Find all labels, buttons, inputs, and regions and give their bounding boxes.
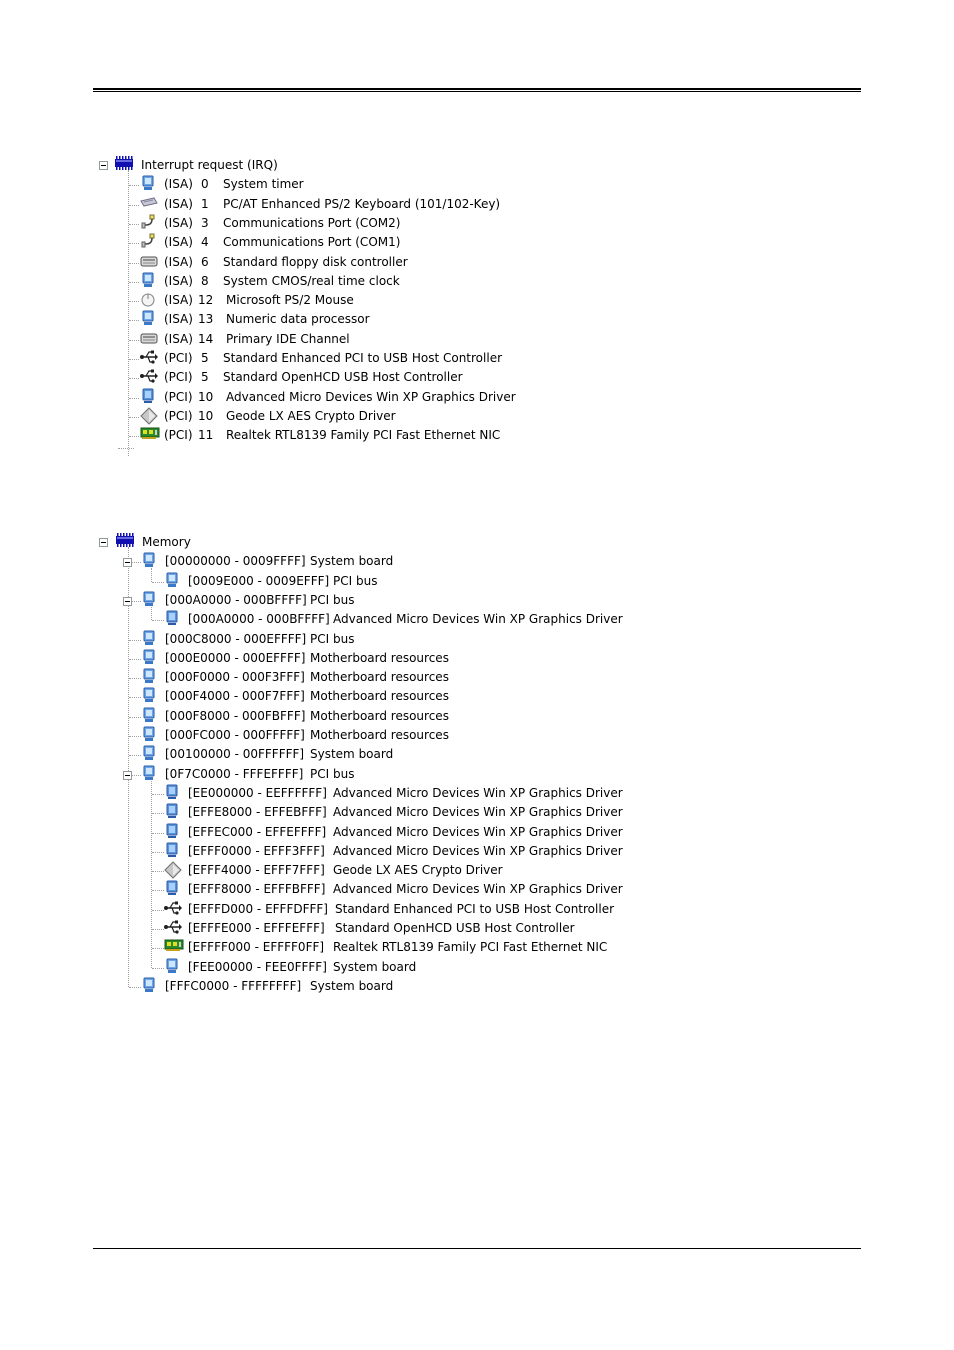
irq-device-name: Communications Port (COM1)	[223, 235, 401, 250]
memory-range: [000F8000 - 000FBFFF]	[165, 708, 306, 723]
irq-number: 11	[198, 428, 214, 443]
display-adapter-icon	[140, 388, 156, 404]
irq-device-name: System CMOS/real time clock	[223, 273, 400, 288]
memory-device-name: Advanced Micro Devices Win XP Graphics Driver	[333, 882, 623, 897]
memory-device-name: PCI bus	[333, 573, 378, 588]
system-device-icon	[141, 977, 157, 993]
irq-bus-type: (ISA)	[164, 293, 193, 308]
memory-range: [EFFFF000 - EFFFF0FF]	[188, 940, 325, 955]
collapse-toggle[interactable]	[123, 771, 132, 780]
memory-device-name: System board	[310, 978, 394, 993]
irq-number: 6	[201, 254, 209, 269]
tree-connector	[129, 678, 141, 679]
system-device-icon	[141, 745, 157, 761]
tree-connector	[129, 697, 141, 698]
memory-range: [FEE00000 - FEE0FFFF]	[188, 959, 327, 974]
memory-device-name: PCI bus	[310, 766, 355, 781]
tree-connector	[151, 568, 152, 581]
memory-device-name: Motherboard resources	[310, 670, 449, 685]
header-rule-thin	[93, 91, 861, 92]
irq-root-label: Interrupt request (IRQ)	[141, 158, 278, 172]
irq-number: 10	[198, 408, 214, 423]
irq-device-name: Primary IDE Channel	[226, 331, 350, 346]
memory-device-name: PCI bus	[310, 592, 355, 607]
memory-range: [00000000 - 0009FFFF]	[165, 554, 306, 569]
irq-bus-type: (ISA)	[164, 254, 193, 269]
usb-icon	[140, 349, 156, 365]
irq-number: 8	[201, 273, 209, 288]
tree-connector	[151, 781, 152, 968]
tree-connector	[129, 987, 141, 988]
irq-bus-type: (ISA)	[164, 312, 193, 327]
collapse-toggle[interactable]	[123, 558, 132, 567]
crypto-device-icon	[164, 861, 180, 877]
irq-number: 1	[201, 196, 209, 211]
tree-connector	[152, 948, 164, 949]
disk-controller-icon	[140, 253, 156, 269]
tree-connector	[118, 448, 134, 449]
tree-connector	[129, 205, 139, 206]
system-device-icon	[164, 572, 180, 588]
tree-connector	[129, 185, 139, 186]
memory-range: [EFFF8000 - EFFFBFFF]	[188, 882, 326, 897]
tree-connector	[129, 320, 139, 321]
irq-number: 12	[198, 293, 214, 308]
system-device-icon	[141, 668, 157, 684]
memory-device-name: System board	[310, 554, 394, 569]
footer-rule	[93, 1248, 861, 1249]
system-device-icon	[141, 552, 157, 568]
memory-root-label: Memory	[142, 535, 191, 549]
irq-device-name: System timer	[223, 177, 304, 192]
tree-connector	[152, 910, 164, 911]
memory-device-name: Advanced Micro Devices Win XP Graphics Driver	[333, 824, 623, 839]
tree-connector	[129, 755, 141, 756]
irq-device-name: Geode LX AES Crypto Driver	[226, 408, 396, 423]
tree-connector	[129, 640, 141, 641]
tree-connector	[129, 340, 139, 341]
display-adapter-icon	[164, 880, 180, 896]
memory-device-name: Geode LX AES Crypto Driver	[333, 863, 503, 878]
system-device-icon	[141, 726, 157, 742]
tree-connector	[128, 170, 129, 456]
system-device-icon	[141, 707, 157, 723]
tree-connector	[152, 833, 164, 834]
tree-connector	[129, 717, 141, 718]
tree-connector	[129, 282, 139, 283]
tree-connector	[152, 620, 164, 621]
usb-icon	[140, 368, 156, 384]
memory-device-name: Realtek RTL8139 Family PCI Fast Ethernet NIC	[333, 940, 608, 955]
serial-port-icon	[140, 233, 156, 249]
system-device-icon	[141, 591, 157, 607]
memory-device-name: System board	[310, 747, 394, 762]
tree-connector	[152, 852, 164, 853]
tree-connector	[152, 813, 164, 814]
memory-device-name: Advanced Micro Devices Win XP Graphics Driver	[333, 612, 623, 627]
collapse-toggle[interactable]	[99, 161, 108, 170]
serial-port-icon	[140, 214, 156, 230]
display-adapter-icon	[164, 842, 180, 858]
system-device-icon	[141, 687, 157, 703]
irq-number: 3	[201, 215, 209, 230]
irq-bus-type: (ISA)	[164, 235, 193, 250]
tree-connector	[129, 436, 139, 437]
display-adapter-icon	[164, 803, 180, 819]
tree-connector	[129, 659, 141, 660]
display-adapter-icon	[164, 823, 180, 839]
memory-device-name: PCI bus	[310, 631, 355, 646]
system-device-icon	[140, 175, 156, 191]
irq-device-name: Standard floppy disk controller	[223, 254, 408, 269]
irq-device-name: Microsoft PS/2 Mouse	[226, 293, 354, 308]
crypto-device-icon	[140, 407, 156, 423]
collapse-toggle[interactable]	[99, 538, 108, 547]
irq-number: 4	[201, 235, 209, 250]
system-device-icon	[141, 630, 157, 646]
memory-range: [EFFF0000 - EFFF3FFF]	[188, 843, 325, 858]
irq-device-name: Standard OpenHCD USB Host Controller	[223, 370, 463, 385]
irq-bus-type: (PCI)	[164, 389, 193, 404]
irq-device-name: Standard Enhanced PCI to USB Host Controller	[223, 351, 503, 365]
memory-device-name: Advanced Micro Devices Win XP Graphics Driver	[333, 843, 623, 858]
memory-range: [EFFE8000 - EFFEBFFF]	[188, 805, 327, 820]
memory-device-name: Advanced Micro Devices Win XP Graphics Driver	[333, 785, 623, 800]
tree-connector	[152, 929, 164, 930]
tree-connector	[129, 378, 139, 379]
tree-connector	[151, 607, 152, 620]
irq-number: 5	[201, 370, 209, 385]
system-device-icon	[141, 765, 157, 781]
tree-connector	[129, 398, 139, 399]
tree-connector	[128, 547, 129, 987]
memory-device-name: Motherboard resources	[310, 708, 449, 723]
irq-tree-view	[96, 156, 536, 452]
tree-connector	[129, 417, 139, 418]
memory-device-name: Standard OpenHCD USB Host Controller	[335, 921, 575, 935]
irq-device-name: Numeric data processor	[226, 312, 370, 327]
header-rule	[93, 88, 861, 90]
display-adapter-icon	[164, 610, 180, 626]
memory-range: [FFFC0000 - FFFFFFFF]	[165, 978, 302, 993]
tree-connector	[129, 224, 139, 225]
memory-device-name: Advanced Micro Devices Win XP Graphics Driver	[333, 805, 623, 820]
irq-device-name: PC/AT Enhanced PS/2 Keyboard (101/102-Key)	[223, 196, 501, 211]
memory-device-name: Motherboard resources	[310, 650, 449, 665]
irq-number: 10	[198, 389, 214, 404]
system-device-icon	[140, 310, 156, 326]
memory-range: [0F7C0000 - FFFEFFFF]	[165, 766, 304, 781]
irq-number: 13	[198, 312, 214, 327]
memory-device-name: Motherboard resources	[310, 728, 449, 742]
system-device-icon	[141, 649, 157, 665]
tree-connector	[152, 871, 164, 872]
irq-number: 0	[201, 177, 209, 192]
system-device-icon	[164, 958, 180, 974]
memory-range: [000FC000 - 000FFFFF]	[165, 728, 305, 742]
tree-connector	[152, 890, 164, 891]
memory-range: [000A0000 - 000BFFFF]	[188, 612, 330, 627]
tree-connector	[129, 736, 141, 737]
tree-connector	[129, 301, 139, 302]
usb-icon	[164, 900, 180, 916]
memory-range: [0009E000 - 0009EFFF]	[188, 573, 330, 588]
collapse-toggle[interactable]	[123, 597, 132, 606]
chip-icon	[116, 533, 132, 549]
memory-range: [EFFF4000 - EFFF7FFF]	[188, 863, 325, 878]
tree-connector	[152, 582, 164, 583]
tree-connector	[129, 263, 139, 264]
memory-range: [EFFFE000 - EFFFEFFF]	[188, 921, 325, 935]
irq-bus-type: (ISA)	[164, 215, 193, 230]
irq-bus-type: (PCI)	[164, 351, 193, 365]
memory-device-name: System board	[333, 959, 417, 974]
memory-range: [EFFEC000 - EFFEFFFF]	[188, 824, 327, 839]
memory-range: [000E0000 - 000EFFFF]	[165, 650, 306, 665]
memory-range: [00100000 - 00FFFFFF]	[165, 747, 305, 762]
irq-bus-type: (ISA)	[164, 273, 193, 288]
memory-range: [000A0000 - 000BFFFF]	[165, 592, 307, 607]
memory-device-name: Motherboard resources	[310, 689, 449, 704]
display-adapter-icon	[164, 784, 180, 800]
memory-range: [EFFFD000 - EFFFDFFF]	[188, 901, 328, 916]
irq-bus-type: (ISA)	[164, 331, 193, 346]
irq-device-name: Advanced Micro Devices Win XP Graphics Driver	[226, 389, 516, 404]
usb-icon	[164, 919, 180, 935]
keyboard-icon	[140, 195, 156, 211]
irq-bus-type: (PCI)	[164, 408, 193, 423]
network-adapter-icon	[140, 426, 156, 442]
tree-connector	[152, 794, 164, 795]
irq-device-name: Communications Port (COM2)	[223, 215, 401, 230]
memory-tree-view	[96, 533, 641, 1003]
memory-range: [000C8000 - 000EFFFF]	[165, 631, 307, 646]
irq-number: 14	[198, 331, 214, 346]
irq-bus-type: (ISA)	[164, 196, 193, 211]
mouse-icon	[140, 291, 156, 307]
irq-bus-type: (PCI)	[164, 428, 193, 443]
network-adapter-icon	[164, 938, 180, 954]
memory-device-name: Standard Enhanced PCI to USB Host Controller	[335, 901, 615, 916]
tree-connector	[129, 243, 139, 244]
tree-connector	[129, 359, 139, 360]
memory-range: [000F0000 - 000F3FFF]	[165, 670, 305, 685]
system-device-icon	[140, 272, 156, 288]
memory-range: [EE000000 - EEFFFFFF]	[188, 785, 327, 800]
irq-number: 5	[201, 351, 209, 365]
irq-bus-type: (ISA)	[164, 177, 193, 192]
memory-range: [000F4000 - 000F7FFF]	[165, 689, 305, 704]
irq-bus-type: (PCI)	[164, 370, 193, 385]
disk-controller-icon	[140, 330, 156, 346]
irq-device-name: Realtek RTL8139 Family PCI Fast Ethernet NIC	[226, 428, 501, 443]
tree-connector	[152, 968, 164, 969]
